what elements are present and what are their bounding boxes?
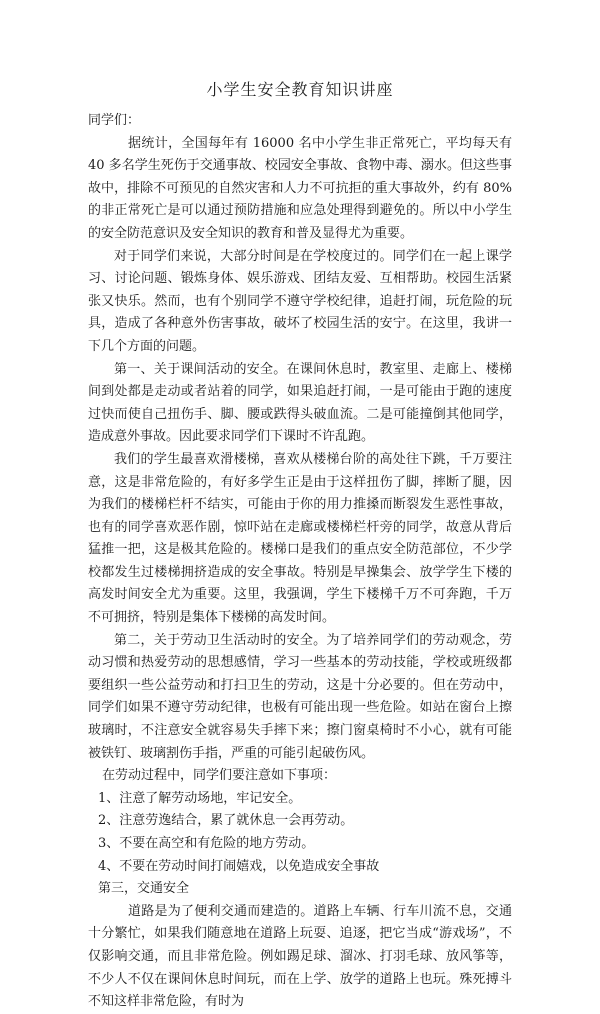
section-heading-traffic: 第三，交通安全 [98,881,190,897]
document-title: 小学生安全教育知识讲座 [206,80,394,99]
list-item: 2、注意劳逸结合，累了就休息一会再劳动。 [98,813,354,829]
list-intro: 在劳动过程中，同学们要注意如下事项： [102,768,337,784]
salutation: 同学们： [88,113,141,128]
list-item: 1、注意了解劳动场地，牢记安全。 [98,790,302,806]
paragraph-traffic: 道路是为了便利交通而建造的。道路上车辆、行车川流不息，交通十分繁忙，如果我们随意地在道路上玩耍、追逐，把它当成“游戏场”，不仅影响交通，而且非常危险。例如踢足球、溜冰、打羽毛球、放风筝等，不少人不仅在课间休息时间玩，而在上学、放学的道路上也玩。殊死搏斗不知这样非常危险，有时为 [88,903,512,1010]
list-item: 3、不要在高空和有危险的地方劳动。 [98,836,315,851]
precautions-list [88,788,512,878]
paragraph-stairs: 我们的学生最喜欢滑楼梯，喜欢从楼梯台阶的高处往下跳，千万要注意，这是非常危险的，有好多学生正是由于这样扭伤了脚，摔断了腿，因为我们的楼梯栏杆不结实，可能由于你的用力推搡而断裂发生恶性事故，也有的同学喜欢恶作剧，惊吓站在走廊或楼梯栏杆旁的同学，故意从背后猛推一把，这是极其危险的。楼梯口是我们的重点安全防范部位，不少学校都发生过楼梯拥挤造成的安全事故。特别是早操集会、放学学生下楼的高发时间安全尤为重要。这里，我强调，学生下楼梯千万不可奔跑，千万不可拥挤，特别是集体下楼梯的高发时间。 [88,451,512,626]
paragraph-statistics: 据统计，全国每年有 16000 名中小学生非正常死亡，平均每天有 40 多名学生死伤于交通事故、校园安全事故、食物中毒、溺水。但这些事故中，排除不可预见的自然灾害和人力不可抗拒的重大事故外，约有 80%的非正常死亡是可以通过预防措施和应急处理得到避免的。所以中小学生的安全防范意识及安全知识的教育和普及显得尤为重要。 [88,135,512,241]
list-item: 4、不要在劳动时间打闹嬉戏，以免造成安全事故 [98,858,380,874]
paragraph-break-activity: 第一、关于课间活动的安全。在课间休息时，教室里、走廊上、楼梯间到处都是走动或者站着的同学，如果追赶打闹，一是可能由于跑的速度过快而使自己扭伤手、脚、腰或跌得头破血流。二是可能撞倒其他同学，造成意外事故。因此要求同学们下课时不许乱跑。 [88,361,512,445]
paragraph-school-life: 对于同学们来说，大部分时间是在学校度过的。同学们在一起上课学习、讨论问题、锻炼身体、娱乐游戏、团结友爱、互相帮助。校园生活紧张又快乐。然而，也有个别同学不遵守学校纪律，追赶打闹，玩危险的玩具，造成了各种意外伤害事故，破坏了校园生活的安宁。在这里，我讲一下几个方面的问题。 [88,248,512,354]
paragraph-labor: 第二，关于劳动卫生活动时的安全。为了培养同学们的劳动观念，劳动习惯和热爱劳动的思想感情，学习一些基本的劳动技能，学校或班级都要组织一些公益劳动和打扫卫生的劳动，这是十分必要的。但在劳动中，同学们如果不遵守劳动纪律，也极有可能出现一些危险。如站在窗台上擦玻璃时，不注意安全就容易失手摔下来；擦门窗桌椅时不小心，就有可能被铁钉、玻璃割伤手指，严重的可能引起破伤风。 [88,632,512,761]
